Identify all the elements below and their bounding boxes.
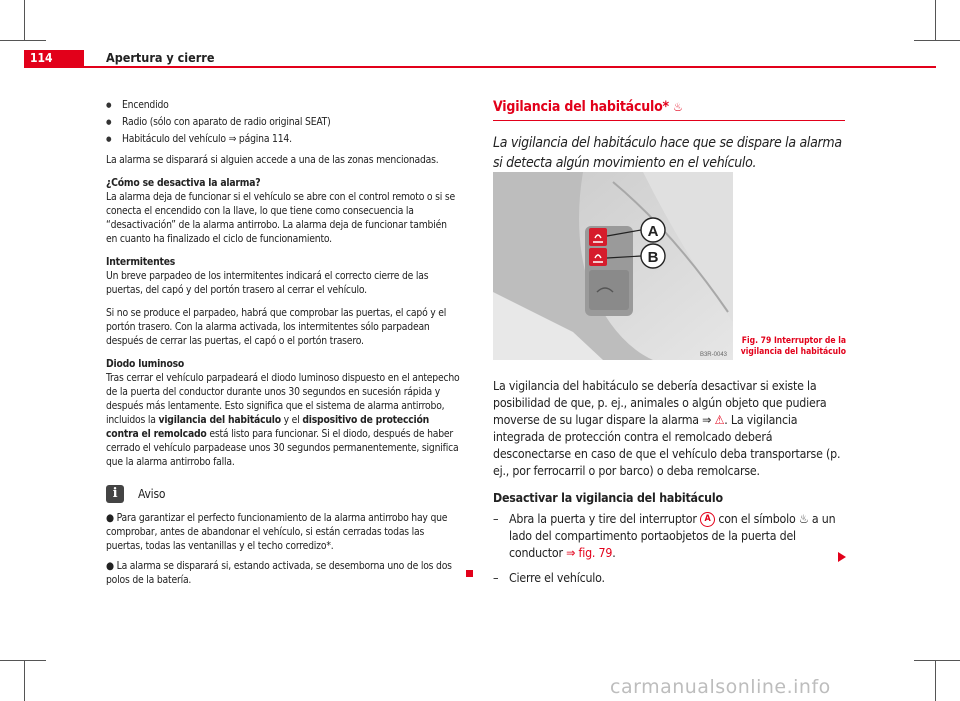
note-item: ● Para garantizar el perfecto funcionamiento de la alarma antirrobo hay que comprobar, antes de abandonar el vehículo, si están cerradas todas las puertas, todas las ventanillas y el techo corredizo*.	[106, 512, 448, 552]
crop-mark	[0, 40, 46, 41]
end-of-section-mark	[466, 570, 473, 577]
list-item: ● Radio (sólo con aparato de radio original SEAT)	[106, 115, 460, 129]
crop-mark	[935, 661, 936, 701]
right-column	[493, 98, 845, 173]
subheading-deactivate: ¿Cómo se desactiva la alarma?	[106, 177, 261, 189]
watermark: carmanualsonline.info	[610, 676, 831, 698]
page-title: Apertura y cierre	[106, 50, 215, 65]
left-column	[106, 98, 460, 593]
callout-a: A	[700, 512, 715, 527]
page-number: 114	[24, 50, 84, 66]
subheading-diodo: Diodo luminoso	[106, 358, 185, 370]
figure-label-a: A	[647, 223, 659, 240]
warning-icon: ⚠	[714, 413, 725, 427]
crop-mark	[24, 0, 25, 40]
right-body	[493, 378, 845, 593]
figure-79-image	[493, 172, 733, 360]
crop-mark	[935, 0, 936, 40]
figure-code: B3R-0043	[699, 352, 727, 358]
paragraph: La vigilancia del habitáculo se debería desactivar si existe la posibilidad de que, p. ej., animales o algún objeto que pudiera moverse de su lugar dispare la alarma ⇒ ⚠. La vigilancia integrada de protección contra el remolcado deberá desconectarse en caso de que el vehículo deba transportarse (p. ej., por ferrocarril o por barco) o deba remolcarse.	[493, 379, 841, 478]
figure-caption: Fig. 79 Interruptor de la vigilancia del habitáculo	[740, 336, 846, 357]
list-item: ● Habitáculo del vehículo ⇒ página 114.	[106, 132, 460, 146]
figure-label-b: B	[647, 249, 659, 266]
crop-mark	[914, 660, 960, 661]
section-rule	[493, 120, 845, 121]
paragraph: Un breve parpadeo de los intermitentes indicará el correcto cierre de las puertas, del capó y del portón trasero al cerrar el vehículo.	[106, 270, 429, 296]
step-item: – Cierre el vehículo.	[493, 570, 845, 587]
figure-link[interactable]: ⇒ fig. 79	[566, 546, 613, 560]
paragraph: La alarma deja de funcionar si el vehículo se abre con el control remoto o si se conecta el encendido con la llave, lo que tiene como consecuencia la “desactivación” de la alarma antirrobo. La alarma deja de funcionar también en cuanto ha finalizado el ciclo de funcionamiento.	[106, 191, 455, 245]
step-item: – Abra la puerta y tire del interruptor A con el símbolo ♨ a un lado del compartimento portaobjetos de la puerta del conductor ⇒ fig. 79.	[493, 511, 845, 562]
crop-mark	[24, 661, 25, 701]
paragraph: La alarma se disparará si alguien accede a una de las zonas mencionadas.	[106, 154, 439, 166]
lead-paragraph: La vigilancia del habitáculo hace que se dispare la alarma si detecta algún movimiento en el vehículo.	[493, 135, 842, 171]
subheading-intermitentes: Intermitentes	[106, 256, 176, 268]
section-title: Vigilancia del habitáculo* ♨	[493, 99, 683, 115]
list-item: ● Encendido	[106, 98, 460, 112]
subheading-deactivate-monitor: Desactivar la vigilancia del habitáculo	[493, 491, 723, 505]
paragraph-diodo: Tras cerrar el vehículo parpadeará el diodo luminoso dispuesto en el antepecho de la puerta del conductor durante unos 30 segundos en sucesión rápida y después más lentamente. Esto significa que el sistema de alarma antirrobo, incluidos la vigilancia del habitáculo y el dispositivo de protección contra el remolcado está listo para funcionar. Si el diodo, después de haber cerrado el vehículo parpadease unos 30 segundos permanentemente, significa que la alarma antirrobo falla.	[106, 372, 460, 468]
header-rule	[24, 66, 936, 68]
note-header	[106, 485, 460, 503]
note-title: Aviso	[138, 487, 166, 501]
crop-mark	[914, 40, 960, 41]
info-icon: i	[106, 485, 124, 503]
paragraph: Si no se produce el parpadeo, habrá que comprobar las puertas, el capó y el portón trasero. Con la alarma activada, los intermitentes sólo parpadean después de cerrar las puertas, el capó o el portón trasero.	[106, 307, 447, 347]
note-item: ● La alarma se disparará si, estando activada, se desemborna uno de los dos polos de la batería.	[106, 560, 452, 586]
continue-arrow-icon	[838, 552, 846, 562]
zone-list	[106, 98, 460, 146]
crop-mark	[0, 660, 46, 661]
interior-monitor-icon: ♨	[673, 100, 683, 114]
door-switch-illustration	[493, 172, 733, 360]
interior-monitor-icon: ♨	[798, 512, 809, 526]
